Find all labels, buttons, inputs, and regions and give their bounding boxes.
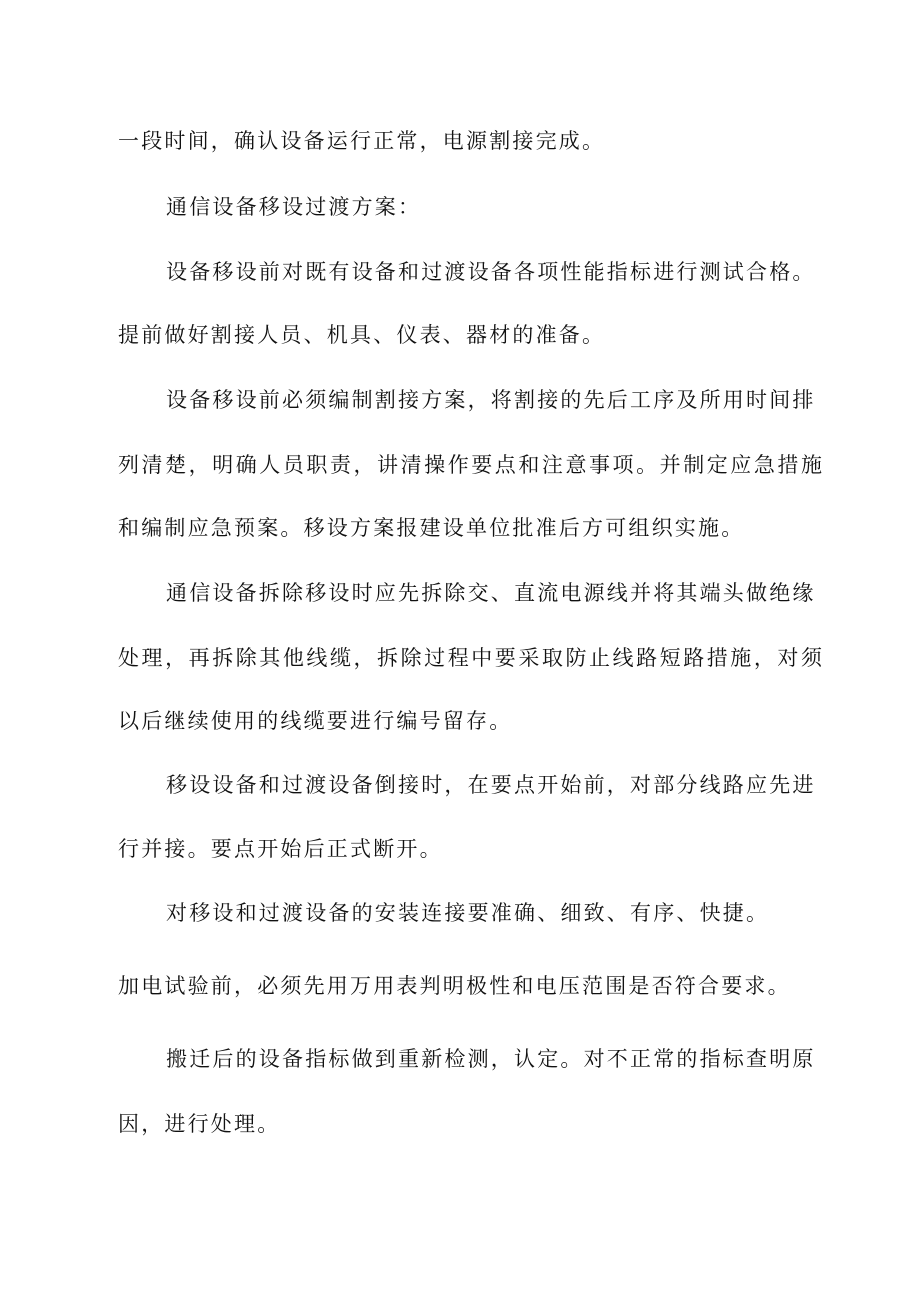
section-heading: 通信设备移设过渡方案： xyxy=(166,195,422,219)
text-line: 和编制应急预案。移设方案报建设单位批准后方可组织实施。 xyxy=(118,516,745,540)
text-line: 以后继续使用的线缆要进行编号留存。 xyxy=(118,709,513,733)
text-line: 对移设和过渡设备的安装连接要准确、细致、有序、快捷。 xyxy=(166,901,770,925)
text-line: 设备移设前必须编制割接方案，将割接的先后工序及所用时间排 xyxy=(166,388,816,412)
text-line: 设备移设前对既有设备和过渡设备各项性能指标进行测试合格。 xyxy=(166,260,816,284)
text-line: 提前做好割接人员、机具、仪表、器材的准备。 xyxy=(118,323,606,347)
text-line: 搬迁后的设备指标做到重新检测，认定。对不正常的指标查明原 xyxy=(166,1047,816,1071)
text-line: 处理，再拆除其他线缆，拆除过程中要采取防止线路短路措施，对须 xyxy=(118,646,825,670)
text-line: 因，进行处理。 xyxy=(118,1112,281,1136)
text-line: 行并接。要点开始后正式断开。 xyxy=(118,837,443,861)
text-line: 移设设备和过渡设备倒接时，在要点开始前，对部分线路应先进 xyxy=(166,773,816,797)
text-line: 加电试验前，必须先用万用表判明极性和电压范围是否符合要求。 xyxy=(118,974,791,998)
text-line: 通信设备拆除移设时应先拆除交、直流电源线并将其端头做绝缘 xyxy=(166,581,816,605)
text-line: 列清楚，明确人员职责，讲清操作要点和注意事项。并制定应急措施 xyxy=(118,453,825,477)
text-line: 一段时间，确认设备运行正常，电源割接完成。 xyxy=(118,129,606,153)
